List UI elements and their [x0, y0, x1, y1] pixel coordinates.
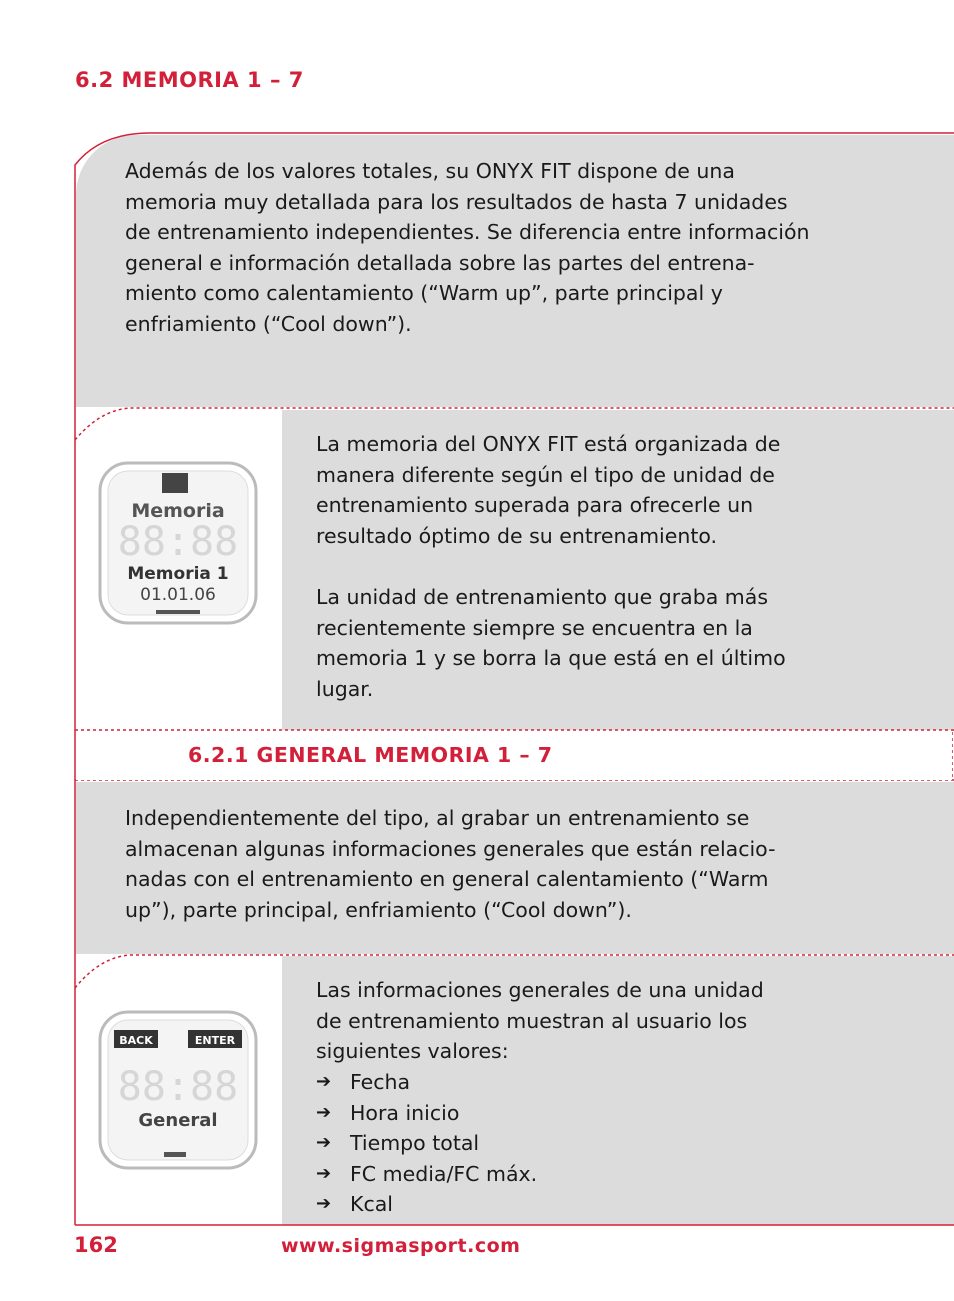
general-list-intro: Las informaciones generales de una unidad de entrenamiento muestran al usuario los siguientes valores: — [316, 978, 764, 1064]
watch-display-memoria — [94, 455, 264, 635]
svg-text:ENTER: ENTER — [194, 1034, 236, 1047]
svg-text:Memoria: Memoria — [131, 500, 225, 522]
list-item: ➔ Tiempo total — [316, 1128, 537, 1159]
memory-paragraph-2: La unidad de entrenamiento que graba más recientemente siempre se encuentra en la memoria 1 y se borra la que está en el último lugar. — [316, 585, 786, 701]
list-item: ➔ FC media/FC máx. — [316, 1159, 537, 1190]
svg-text:01.01.06: 01.01.06 — [140, 585, 216, 605]
page-number: 162 — [74, 1233, 118, 1257]
arrow-right-icon: ➔ — [316, 1193, 332, 1215]
arrow-right-icon: ➔ — [316, 1162, 332, 1184]
list-item: ➔ Kcal — [316, 1189, 537, 1220]
memory-paragraph-1: La memoria del ONYX FIT está organizada de manera diferente según el tipo de unidad de entrenamiento superada para ofrecerle un resultado óptimo de su entrenamiento. — [316, 432, 781, 548]
svg-text:Memoria 1: Memoria 1 — [127, 564, 229, 584]
general-values-list — [316, 1067, 537, 1220]
section-heading: 6.2 MEMORIA 1 – 7 — [75, 68, 304, 92]
arrow-right-icon: ➔ — [316, 1071, 332, 1092]
svg-text:88:88: 88:88 — [117, 1064, 239, 1110]
list-item: ➔ Hora inicio — [316, 1098, 537, 1129]
subheading: 6.2.1 GENERAL MEMORIA 1 – 7 — [188, 743, 553, 767]
general-paragraph: Independientemente del tipo, al grabar un entrenamiento se almacenan algunas informaciones generales que están relacio- nadas con el entrenamiento en general calentamiento (“Warm up”), parte principal, enfriamiento (“Cool down”). — [125, 806, 776, 922]
svg-text:General: General — [138, 1110, 218, 1131]
intro-paragraph: Además de los valores totales, su ONYX FIT dispone de una memoria muy detallada para los resultados de hasta 7 unidades de entrenamiento independientes. Se diferencia entre información general e información detallada sobre las partes del entrena- miento como calentamiento (“Warm up”, parte principal y enfriamiento (“Cool down”). — [125, 159, 810, 336]
memory-icon — [162, 473, 188, 493]
arrow-right-icon: ➔ — [316, 1101, 332, 1123]
watch-display-general — [94, 1000, 264, 1180]
svg-text:BACK: BACK — [119, 1034, 153, 1047]
arrow-right-icon: ➔ — [316, 1132, 332, 1154]
footer-url[interactable]: www.sigmasport.com — [281, 1235, 521, 1257]
svg-text:88:88: 88:88 — [117, 519, 239, 565]
list-item: ➔ Fecha — [316, 1067, 537, 1098]
